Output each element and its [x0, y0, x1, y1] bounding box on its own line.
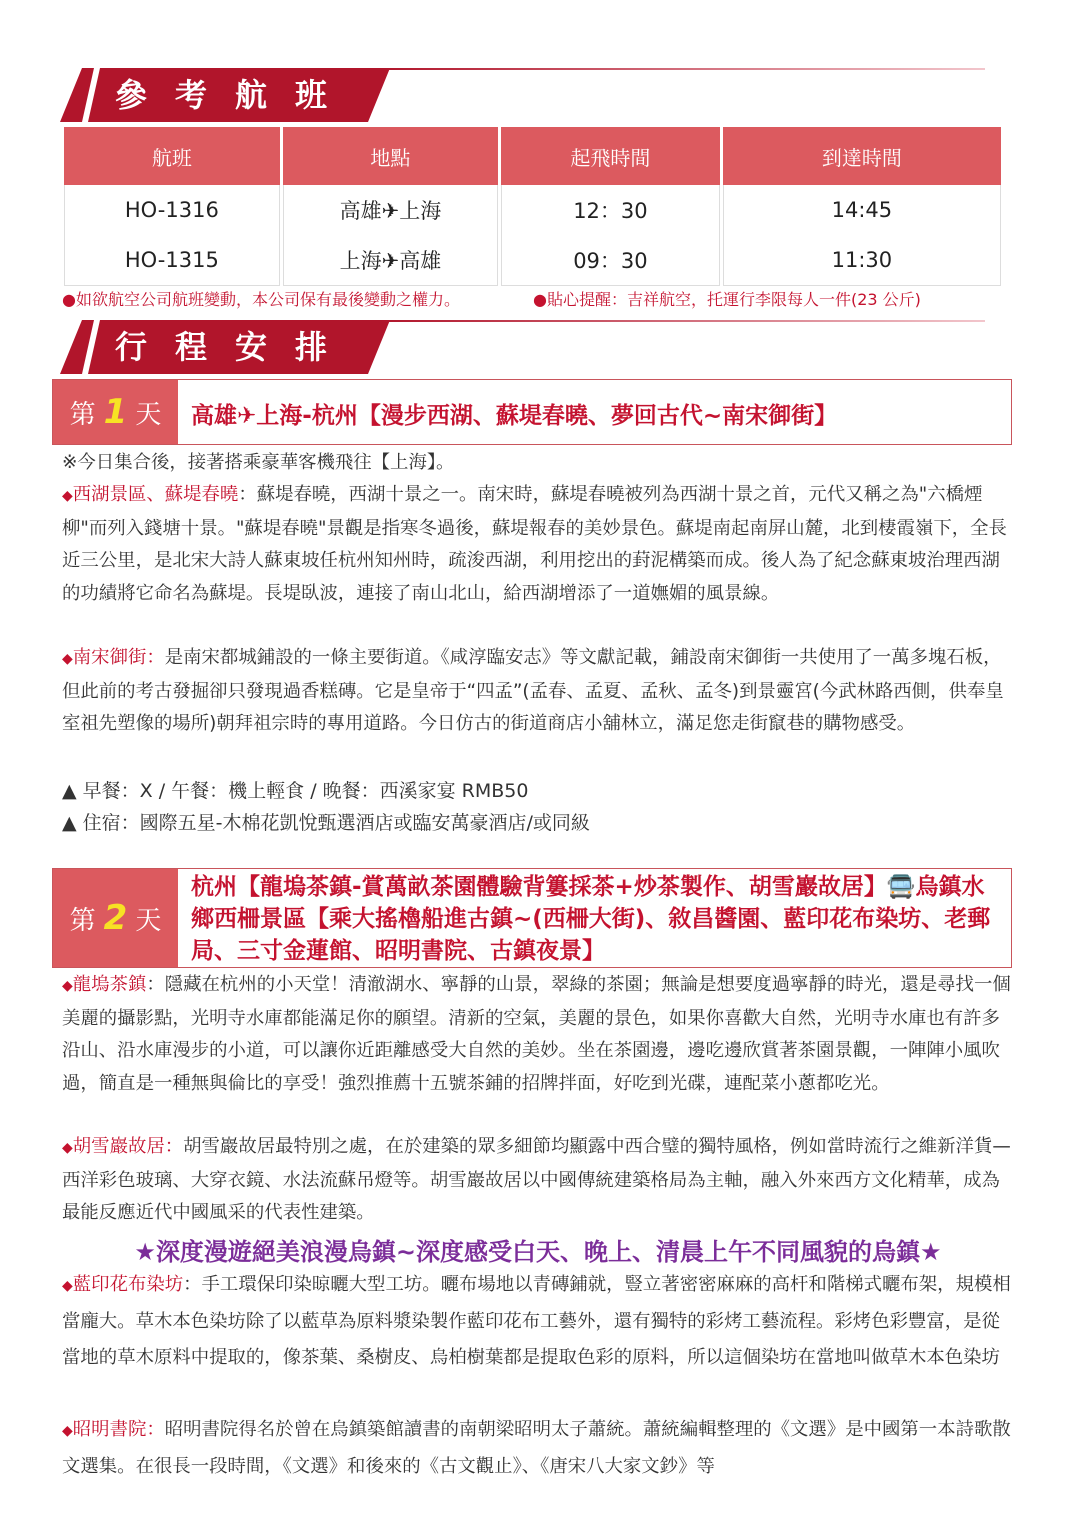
departure-time: 12：30 [501, 185, 720, 235]
attraction-description: 是南宋都城鋪設的一條主要街道。《咸淳臨安志》等文獻記載，鋪設南宋御街一共使用了一萬多塊石板，但此前的考古發掘卻只發現過香糕磚。它是皇帝于“四孟”(孟春、孟夏、孟秋、孟冬)到景靈宮(今武林路西側，供奉皇室祖先塑像的場所)朝拜祖宗時的專用道路。今日仿古的街道商店小舖林立，滿足您走街竄巷的購物感受。 [62, 647, 1004, 734]
flight-number: HO-1315 [64, 235, 280, 286]
table-header-row [64, 127, 1001, 185]
day-1-attraction-westlake [62, 479, 1018, 610]
bullet-diamond-icon: ◆ [62, 488, 73, 504]
column-header-arrival: 到達時間 [723, 127, 1001, 185]
bullet-diamond-icon: ◆ [62, 1140, 73, 1156]
day-number: 2 [103, 898, 128, 938]
attraction-description: 胡雪巖故居最特別之處，在於建築的眾多細節均顯露中西合璧的獨特風格，例如當時流行之維新洋貨—西洋彩色玻璃、大穿衣鏡、水法流蘇吊燈等。胡雪巖故居以中國傳統建築格局為主軸，融入外來西方文化精華，成為最能反應近代中國風采的代表性建築。 [62, 1136, 1011, 1223]
header-rule [380, 68, 985, 70]
attraction-name: 龍塢茶鎮 [72, 974, 147, 995]
attraction-description: 昭明書院得名於曾在烏鎮築館讀書的南朝梁昭明太子蕭統。蕭統編輯整理的《文選》是中國第一本詩歌散文選集。在很長一段時間，《文選》和後來的《古文觀止》、《唐宋八大家文鈔》等 [62, 1419, 1011, 1477]
flight-number: HO-1316 [64, 185, 280, 235]
flights-section-title: 參考航班 [115, 76, 356, 114]
flights-section-header [60, 68, 985, 122]
day-2-header [52, 868, 1012, 968]
day-2-attraction-tea-town [62, 969, 1018, 1100]
day-1-attraction-imperial-street [62, 642, 1018, 741]
day-2-attraction-hu-xueyan-residence [62, 1131, 1018, 1230]
day-1-title: 高雄✈上海-杭州【漫步西湖、蘇堤春曉、夢回古代~南宋御街】 [191, 403, 838, 429]
departure-time: 09：30 [501, 235, 720, 286]
flight-route: 高雄✈上海 [283, 185, 498, 235]
day-prefix: 第 [69, 905, 96, 936]
attraction-description: ：隱藏在杭州的小天堂！清澈湖水、寧靜的山景，翠綠的茶園；無論是想要度過寧靜的時光，還是尋找一個美麗的攝影點，光明寺水庫都能滿足你的願望。清新的空氣，美麗的景色，如果你喜歡大自然，光明寺水庫也有許多沿山、沿水庫漫步的小道，可以讓你近距離感受大自然的美妙。坐在茶園邊，邊吃邊欣賞著茶園景觀，一陣陣小風吹過，簡直是一種無與倫比的享受！強烈推薦十五號茶鋪的招牌拌面，好吃到光碟，連配菜小蔥都吃光。 [62, 974, 1011, 1094]
day-number: 1 [103, 392, 128, 432]
arrival-time: 14:45 [723, 185, 1001, 235]
itinerary-section-title: 行程安排 [115, 328, 356, 366]
attraction-name: 西湖景區、蘇堤春曉 [72, 484, 239, 505]
day-2-attraction-zhaoming-academy [62, 1412, 1018, 1485]
day-2-label [53, 869, 178, 967]
day-1-meals: ▲ 早餐：X / 午餐：機上輕食 / 晚餐：西溪家宴 RMB50 [62, 780, 529, 802]
attraction-name: 胡雪巖故居： [72, 1136, 184, 1157]
bullet-diamond-icon: ◆ [62, 651, 73, 667]
arrival-time: 11:30 [723, 235, 1001, 286]
wuzhen-slogan: ★深度漫遊絕美浪漫烏鎮~深度感受白天、晚上、清晨上午不同風貌的烏鎮★ [134, 1238, 942, 1266]
flight-route: 上海✈高雄 [283, 235, 498, 286]
flight-change-note: ●如欲航空公司航班變動，本公司保有最後變動之權力。 [62, 290, 460, 309]
flights-table [61, 127, 1004, 286]
day-1-intro: ※今日集合後，接著搭乘豪華客機飛往【上海】。 [62, 452, 455, 473]
day-1-hotel: ▲ 住宿：國際五星-木棉花凱悅甄選酒店或臨安萬豪酒店/或同級 [62, 812, 590, 834]
day-suffix: 天 [135, 905, 162, 936]
bullet-diamond-icon: ◆ [62, 1278, 73, 1294]
attraction-description: ：手工環保印染晾曬大型工坊。曬布場地以青磚鋪就，豎立著密密麻麻的高杆和階梯式曬布架，規模相當龐大。草木本色染坊除了以藍草為原料漿染製作藍印花布工藝外，還有獨特的彩烤工藝流程。彩烤色彩豐富，是從當地的草木原料中提取的，像茶葉、桑樹皮、烏柏樹葉都是提取色彩的原料，所以這個染坊在當地叫做草木本色染坊 [62, 1274, 1011, 1368]
header-rule [380, 320, 985, 322]
attraction-name: 南宋御街： [72, 647, 165, 668]
itinerary-section-header [60, 320, 985, 374]
column-header-location: 地點 [283, 127, 498, 185]
day-prefix: 第 [69, 399, 96, 430]
attraction-name: 昭明書院： [72, 1419, 165, 1440]
attraction-description: ：蘇堤春曉，西湖十景之一。南宋時，蘇堤春曉被列為西湖十景之首，元代又稱之為"六橋煙柳"而列入錢塘十景。"蘇堤春曉"景觀是指寒冬過後，蘇堤報春的美妙景色。蘇堤南起南屏山麓，北到棲霞嶺下，全長近三公里，是北宋大詩人蘇東坡任杭州知州時，疏浚西湖，利用挖出的葑泥構築而成。後人為了紀念蘇東坡治理西湖的功績將它命名為蘇堤。長堤臥波，連接了南山北山，給西湖增添了一道嫵媚的風景線。 [62, 484, 1007, 604]
table-row [64, 235, 1001, 286]
bullet-diamond-icon: ◆ [62, 1423, 73, 1439]
luggage-reminder-note: ●貼心提醒：吉祥航空，托運行李限每人一件(23 公斤) [533, 290, 921, 309]
day-1-header [52, 379, 1012, 445]
table-row [64, 185, 1001, 235]
day-suffix: 天 [135, 399, 162, 430]
day-2-title: 杭州【龍塢茶鎮-賞萬畝茶園體驗背簍採茶+炒茶製作、胡雪巖故居】🚍烏鎮水鄉西柵景區【乘大搖櫓船進古鎮~(西柵大街)、敘昌醬園、藍印花布染坊、老郵局、三寸金蓮館、昭明書院、古鎮夜景】 [191, 874, 991, 964]
column-header-flight: 航班 [64, 127, 280, 185]
bullet-diamond-icon: ◆ [62, 978, 73, 994]
day-1-label [53, 380, 178, 444]
column-header-departure: 起飛時間 [501, 127, 720, 185]
attraction-name: 藍印花布染坊 [72, 1274, 184, 1295]
day-2-attraction-indigo-dye-workshop [62, 1267, 1018, 1376]
